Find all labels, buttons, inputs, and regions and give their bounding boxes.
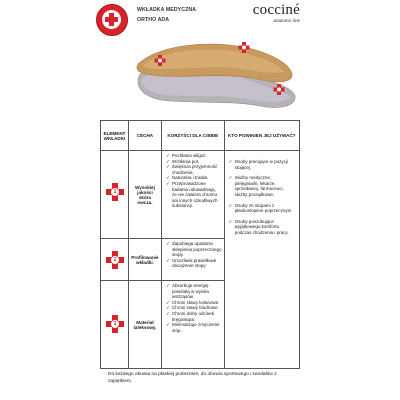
header-feature: CECHA [128, 121, 161, 151]
list-item: ✓ Służby medyczne, pielęgniarki, lekarze, sprzedawcy, farmaceuci, służby porządkowe. [229, 175, 295, 197]
list-item: ✓ Absorbuje energię powstałą w wyniku wstrząsów. [166, 283, 222, 300]
brand-name: cocciné [252, 2, 300, 18]
insole-image [130, 34, 300, 118]
list-item: ✓ Przeprowadzone badania udowadniają, że nie zawiera chromu ani innych szkodliwych substancji. [166, 181, 222, 209]
list-item: ✓ Osoby pracujące w pozycji stojącej. [229, 159, 295, 170]
benefits-cell [161, 239, 224, 281]
benefits-cell [161, 281, 224, 369]
product-category: WKŁADKA MEDYCZNA [137, 7, 197, 13]
medical-seal-icon [96, 4, 128, 36]
feature-text: Profilowanie wkładki. [131, 254, 159, 265]
feature-cell [128, 281, 161, 369]
cross-3-icon: 3 [106, 315, 124, 333]
list-item: ✓ Umożliwia prawidłowe obciążenie stopy. [166, 258, 222, 269]
list-item: ✓ Chroni stawy kolanowe. [166, 300, 222, 306]
feature-text: Wysokiej jakości skóra owcza. [135, 184, 155, 205]
brand-logo [253, 3, 300, 24]
cross-1-icon: 1 [106, 183, 124, 201]
feature-cell [128, 239, 161, 281]
feature-cell [128, 151, 161, 239]
feature-text: Materiał lateksowy. [133, 319, 157, 330]
header-benefits: KORZYŚCI DLA CIEBIE [161, 121, 224, 151]
element-cell [101, 151, 129, 239]
element-cell [101, 281, 129, 369]
brand-subtitle: anatomic line [273, 18, 300, 23]
table-header-row [101, 121, 300, 151]
product-name: ORTHO ADA [137, 17, 170, 23]
table-row [101, 151, 300, 239]
list-item: ✓ Pochłania wilgoć. [166, 153, 222, 159]
header-who: KTO POWINIEN JEJ UŻYWAĆ? [224, 121, 299, 151]
list-item: ✓ Naturalna i trwała. [166, 175, 222, 181]
list-item: ✓ Wchłania pot. [166, 159, 222, 165]
cross-2-icon: 2 [106, 251, 124, 269]
list-item: ✓ Minimalizuje zmęczenie stóp. [166, 322, 222, 333]
benefits-cell [161, 151, 224, 239]
list-item: ✓ Chroni stawy biodrowe. [166, 305, 222, 311]
list-item: ✓ Osoby poszukujące wyjątkowego komfortu podczas chodzenia i pracy. [229, 219, 295, 236]
list-item: ✓ Zapobiega opadaniu sklepienia poprzecznego stopy. [166, 241, 222, 258]
product-sheet [90, 0, 310, 400]
features-table [100, 120, 300, 369]
element-cell [101, 239, 129, 281]
header [90, 0, 310, 118]
who-cell [224, 151, 299, 369]
list-item: ✓ Zwiększa przyjemność chodzenia. [166, 164, 222, 175]
list-item: ✓ Osoby ze stopami z płaskostopiem poprzecznym [229, 203, 295, 214]
header-element: ELEMENT WKŁADKI [101, 121, 129, 151]
footer-note: Do każdego obuwia na płaskiej podeszwie, do obuwia sportowego i sandałów z zapiętkiem. [108, 372, 277, 384]
list-item: ✓ Chroni dolny odcinek kręgosłupa. [166, 311, 222, 322]
